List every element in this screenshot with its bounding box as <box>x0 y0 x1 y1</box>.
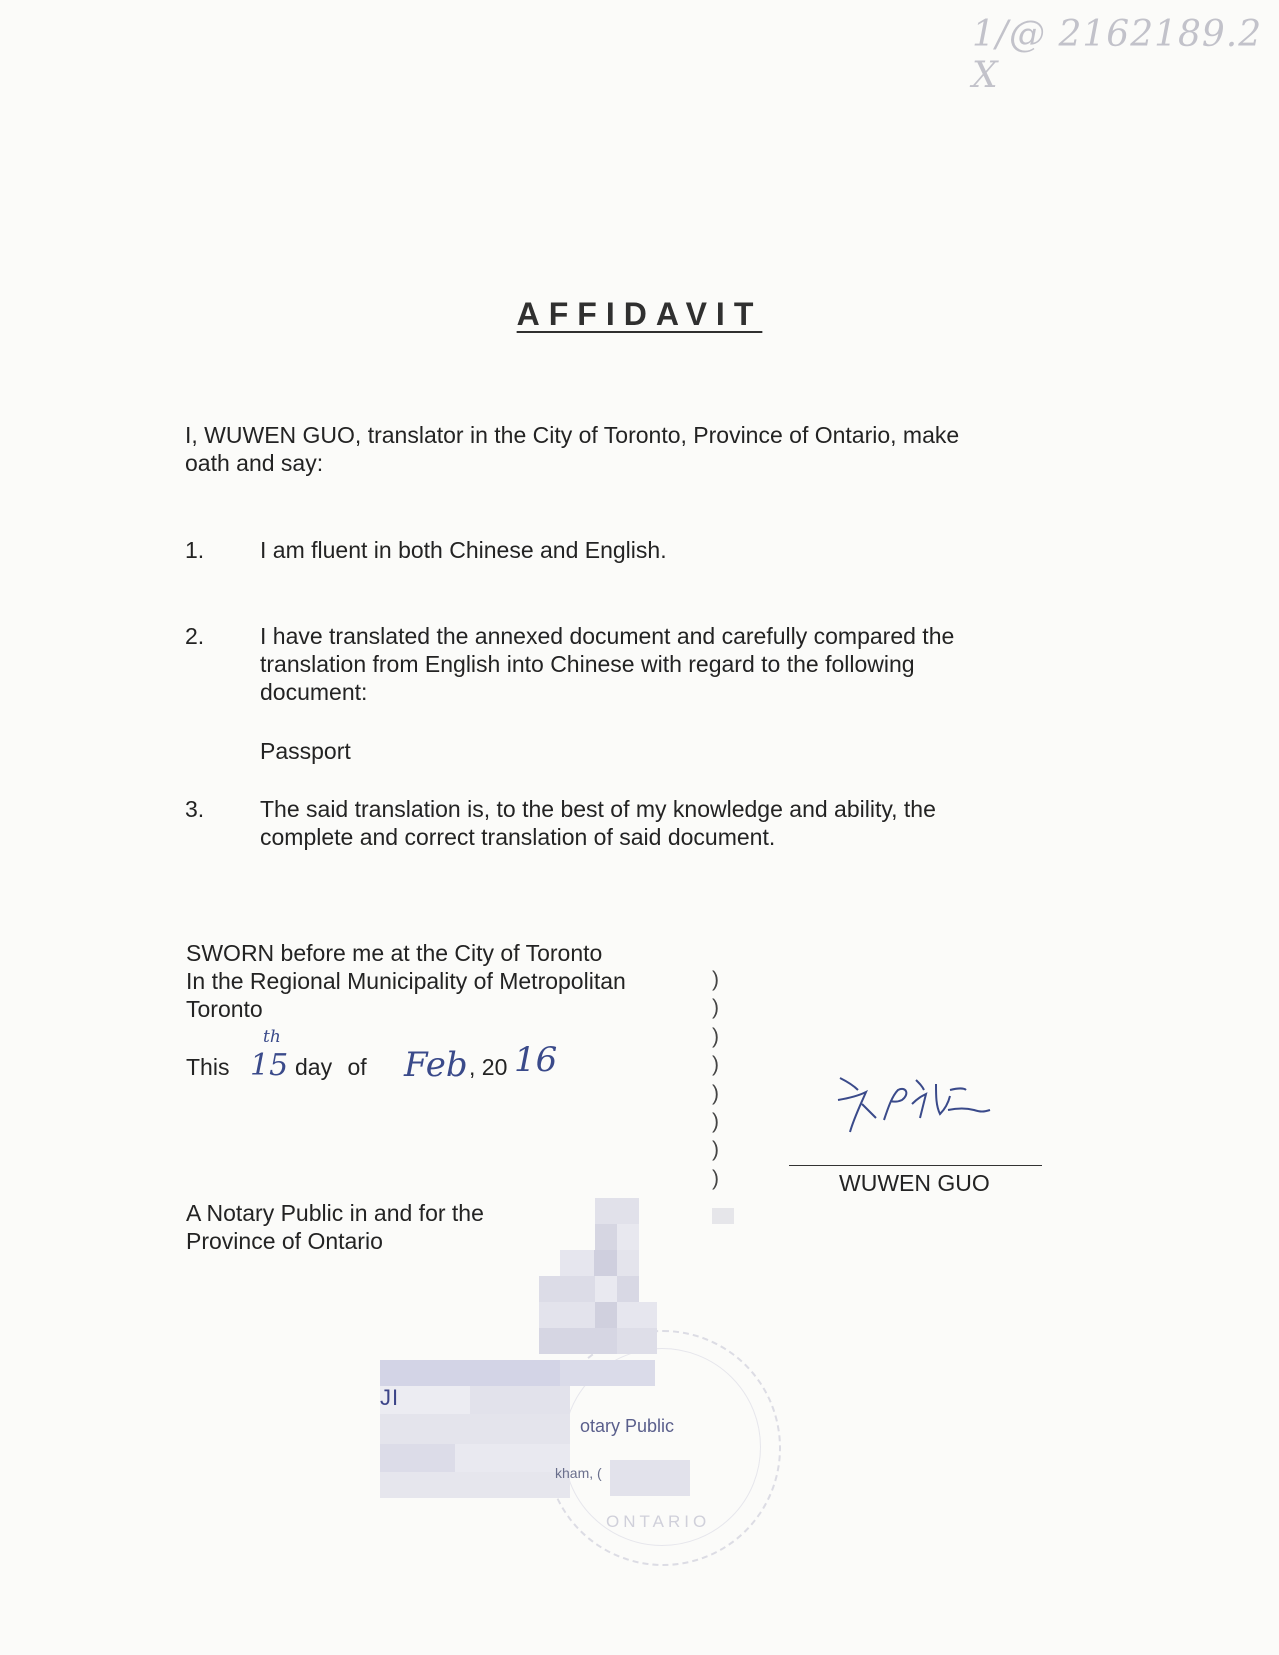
signature-image <box>832 1070 997 1150</box>
stamp-city-fragment: kham, ( <box>555 1465 602 1481</box>
intro-line-2: oath and say: <box>185 450 324 476</box>
stamp-name-fragment: JI <box>380 1385 400 1410</box>
date-day-suffix: th <box>263 1027 281 1047</box>
sworn-line-3: Toronto <box>186 996 263 1022</box>
document-name: Passport <box>260 738 351 764</box>
notary-line-1: A Notary Public in and for the <box>186 1200 484 1226</box>
item-2-line-1: I have translated the annexed document and carefully compared the <box>260 623 955 649</box>
item-2-number: 2. <box>185 623 205 649</box>
date-month-handwritten: Feb <box>404 1045 468 1085</box>
intro-line-1: I, WUWEN GUO, translator in the City of Toronto, Province of Ontario, make <box>185 422 960 448</box>
signature-line <box>789 1165 1042 1166</box>
date-year-prefix: , 20 <box>469 1054 508 1080</box>
item-2-line-2: translation from English into Chinese with regard to the following <box>260 651 915 677</box>
document-title: AFFIDAVIT <box>516 296 763 332</box>
item-1-number: 1. <box>185 537 205 563</box>
item-3-line-1: The said translation is, to the best of my knowledge and ability, the <box>260 796 936 822</box>
stamp-notary-fragment: otary Public <box>580 1416 675 1436</box>
sworn-line-2: In the Regional Municipality of Metropolitan <box>186 968 626 994</box>
signature-name: WUWEN GUO <box>839 1170 990 1196</box>
date-day-of: day of <box>295 1054 367 1080</box>
bracket-column: ) ) ) ) ) ) ) ) <box>712 968 719 1190</box>
reference-note: 1/@ 2162189.2 X <box>972 14 1263 96</box>
notary-seal-text: ONTARIO <box>606 1512 711 1531</box>
item-1-text: I am fluent in both Chinese and English. <box>260 537 667 563</box>
notary-line-2: Province of Ontario <box>186 1228 383 1254</box>
date-this: This <box>186 1054 230 1080</box>
item-2-line-3: document: <box>260 679 368 705</box>
item-3-line-2: complete and correct translation of said document. <box>260 824 776 850</box>
date-year-handwritten: 16 <box>514 1040 558 1080</box>
date-day-handwritten: 15 <box>250 1048 289 1083</box>
sworn-line-1: SWORN before me at the City of Toronto <box>186 940 603 966</box>
item-3-number: 3. <box>185 796 205 822</box>
